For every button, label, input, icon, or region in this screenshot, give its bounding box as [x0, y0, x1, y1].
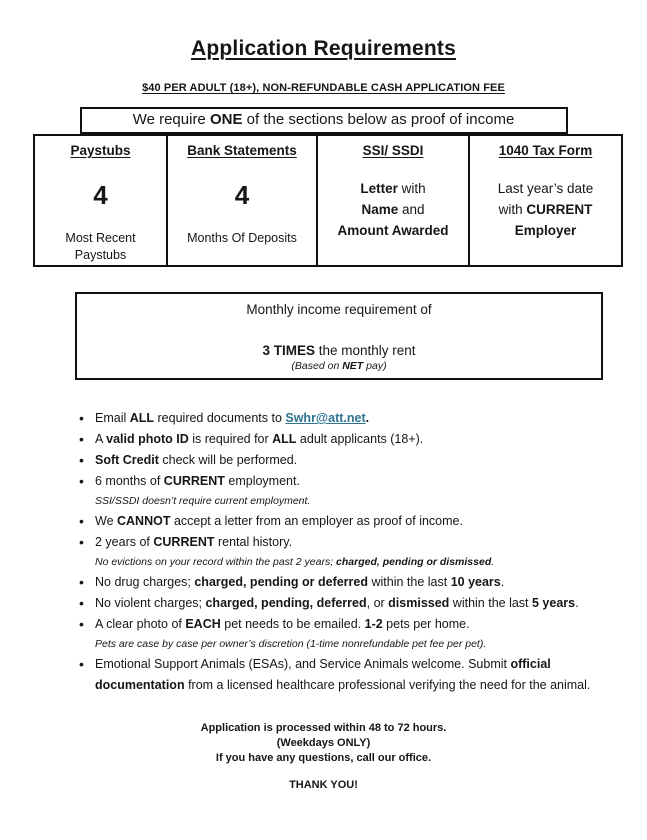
text-segment: official documentation	[95, 657, 551, 692]
text-segment: the monthly rent	[314, 343, 416, 358]
text-segment: with	[397, 181, 426, 196]
proof-of-income-banner	[80, 107, 568, 134]
text-segment: ALL	[272, 432, 297, 446]
text-segment: (Based on	[291, 360, 343, 372]
text-segment: SSI/SSDI doesn’t require current employment.	[95, 495, 311, 507]
text-segment: is required for	[188, 432, 273, 446]
text-segment: 1-2	[364, 617, 383, 631]
text-segment: pay)	[363, 360, 387, 372]
bullet-text	[95, 593, 595, 614]
text-segment: A	[95, 432, 107, 446]
text-segment: ONE	[209, 111, 243, 128]
application-fee-subtitle	[0, 82, 647, 94]
list-item	[95, 654, 595, 696]
text-segment: EACH	[185, 617, 221, 631]
list-item	[95, 593, 595, 614]
monthly-income-requirement-box	[75, 292, 603, 380]
text-segment: CURRENT	[153, 535, 215, 549]
paystubs-count: 4	[93, 180, 108, 210]
text-segment: .	[491, 556, 495, 568]
text-segment: A clear photo of	[95, 617, 186, 631]
text-segment: .	[365, 411, 370, 425]
text-segment: with	[498, 202, 527, 217]
text-segment: employment.	[224, 474, 300, 488]
bullet-text	[95, 408, 595, 429]
text-segment: No drug charges;	[95, 575, 195, 589]
text-segment: Amount Awarded	[337, 223, 449, 238]
text-segment: No violent charges;	[95, 596, 206, 610]
column-heading-ssi-ssdi: SSI/ SSDI	[362, 143, 424, 158]
bullet-text	[95, 471, 595, 492]
text-segment: Emotional Support Animals (ESAs), and Service Animals welcome. Submit	[95, 657, 511, 671]
income-requirement-note	[77, 360, 601, 373]
text-segment: 10 years	[450, 575, 501, 589]
bank-statements-count: 4	[234, 180, 250, 210]
footer-line: If you have any questions, call our office.	[215, 752, 432, 764]
bullet-text	[95, 511, 595, 532]
column-heading-paystubs: Paystubs	[70, 143, 131, 158]
text-segment: We	[95, 514, 117, 528]
list-item	[95, 408, 595, 429]
text-segment: dismissed	[388, 596, 450, 610]
ssi-ssdi-requirements	[318, 178, 468, 241]
text-segment: 5 years	[532, 596, 576, 610]
text-segment: CANNOT	[117, 514, 171, 528]
text-segment: .	[575, 596, 579, 610]
proof-of-income-text	[133, 111, 515, 128]
text-segment: Last year’s date	[497, 181, 594, 196]
text-segment: CURRENT	[526, 202, 593, 217]
footer-line: Application is processed within 48 to 72 hours.	[200, 722, 447, 734]
text-segment: within the last	[449, 596, 532, 610]
text-segment: pet needs to be emailed.	[220, 617, 365, 631]
income-requirement-line2	[77, 343, 601, 359]
bullet-text	[95, 450, 595, 471]
text-segment: Name	[361, 202, 399, 217]
text-segment: Employer	[514, 223, 577, 238]
text-segment: No evictions on your record within the past 2 years;	[95, 556, 337, 568]
list-item	[95, 614, 595, 654]
processing-info-footer	[0, 721, 647, 766]
text-segment: within the last	[368, 575, 451, 589]
page-title-text: Application Requirements	[190, 37, 456, 60]
text-segment: accept a letter from an employer as proof of income.	[170, 514, 463, 528]
list-item	[95, 572, 595, 593]
income-requirement-line1: Monthly income requirement of	[246, 302, 432, 317]
footer-line: (Weekdays ONLY)	[276, 737, 371, 749]
bullet-text	[95, 429, 595, 450]
email-link[interactable]: Swhr@att.net	[285, 411, 366, 425]
bullet-note	[95, 492, 595, 511]
text-segment: 3 TIMES	[262, 343, 315, 358]
list-item	[95, 429, 595, 450]
text-segment: Pets are case by case per owner’s discretion (1-time nonrefundable pet fee per pet).	[95, 638, 487, 650]
text-segment: from a licensed healthcare professional verifying the need for the animal.	[184, 678, 591, 692]
text-segment: , or	[366, 596, 389, 610]
text-segment: charged, pending, deferred	[205, 596, 367, 610]
text-segment: 6 months of	[95, 474, 164, 488]
list-item	[95, 471, 595, 511]
text-segment: rental history.	[214, 535, 293, 549]
text-segment: Email	[95, 411, 130, 425]
text-segment: and	[398, 202, 425, 217]
text-segment: We require	[132, 111, 210, 128]
thank-you-text: THANK YOU!	[289, 779, 358, 791]
list-item	[95, 450, 595, 471]
page-title	[0, 0, 647, 61]
text-segment: ALL	[129, 411, 155, 425]
table-cell-bank-statements	[168, 134, 318, 267]
text-segment: NET	[342, 360, 364, 372]
requirements-bullet-list	[0, 408, 647, 696]
paystubs-caption: Most Recent Paystubs	[65, 231, 136, 262]
text-segment: valid photo ID	[106, 432, 189, 446]
text-segment: Letter	[360, 181, 398, 196]
bullet-text	[95, 572, 595, 593]
column-heading-bank-statements: Bank Statements	[187, 143, 297, 158]
column-heading-1040: 1040 Tax Form	[498, 143, 593, 158]
table-cell-1040-tax-form	[470, 134, 623, 267]
list-item	[95, 532, 595, 572]
proof-options-table	[33, 134, 623, 267]
text-segment: charged, pending or deferred	[194, 575, 368, 589]
text-segment: .	[500, 575, 505, 589]
tax-form-requirements	[470, 178, 621, 241]
table-cell-ssi-ssdi	[318, 134, 470, 267]
bank-statements-caption: Months Of Deposits	[187, 231, 297, 245]
text-segment: 2 years of	[95, 535, 154, 549]
bullet-text	[95, 614, 595, 635]
table-cell-paystubs	[33, 134, 168, 267]
text-segment: CURRENT	[163, 474, 225, 488]
bullet-note	[95, 635, 595, 654]
application-fee-text: $40 PER ADULT (18+), NON-REFUNDABLE CASH APPLICATION FEE	[142, 82, 505, 94]
bullet-text	[95, 532, 595, 553]
text-segment: charged, pending or dismissed	[336, 556, 492, 568]
list-item	[95, 511, 595, 532]
text-segment: required documents to	[154, 411, 286, 425]
text-segment: pets per home.	[382, 617, 470, 631]
text-segment: check will be performed.	[158, 453, 298, 467]
bullet-note	[95, 553, 595, 572]
text-segment: adult applicants (18+).	[296, 432, 424, 446]
bullet-text	[95, 654, 595, 696]
text-segment: Soft Credit	[95, 453, 159, 467]
text-segment: of the sections below as proof of income	[242, 111, 515, 128]
